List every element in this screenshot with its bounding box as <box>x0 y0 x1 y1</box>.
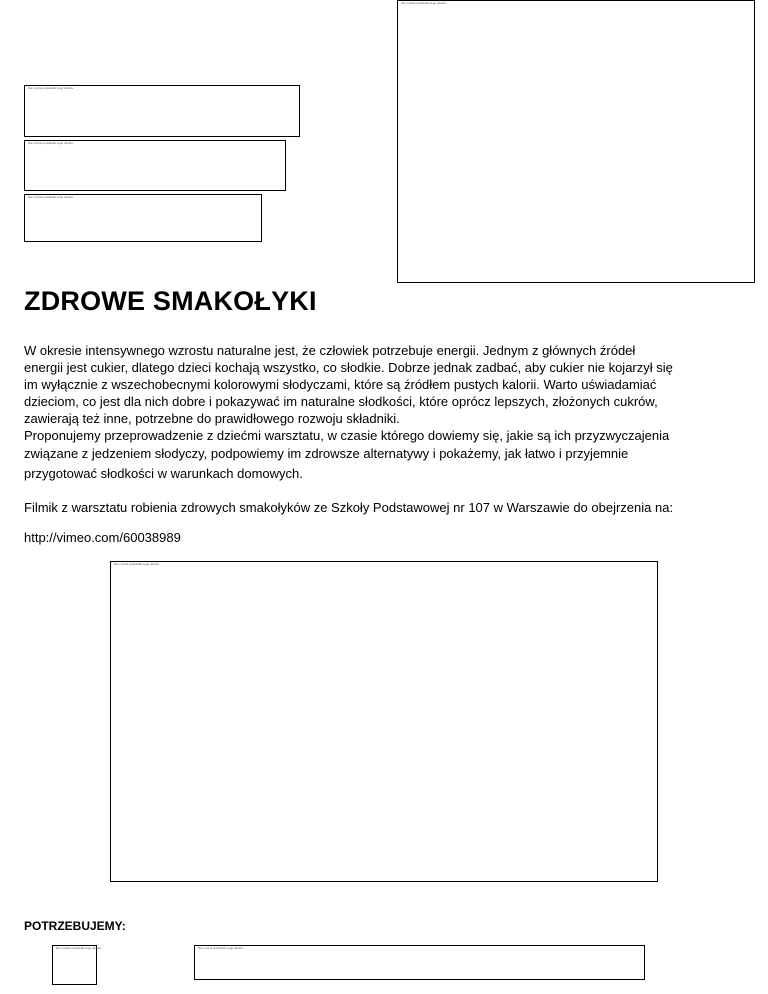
intro-line: im wyłącznie z wszechobecnymi kolorowymi słodyczami, które są źródłem pustych kalorii. Warto uświadamiać <box>24 377 657 392</box>
image-placeholder-text: Nie można wyświetlić tego obrazu. <box>114 562 161 566</box>
image-small-3 <box>24 194 262 242</box>
needs-heading: POTRZEBUJEMY: <box>24 919 126 933</box>
intro-line: Proponujemy przeprowadzenie z dziećmi warsztatu, w czasie którego dowiemy się, jakie są ich przyzwyczajenia <box>24 428 670 443</box>
image-bottom-wide <box>194 945 645 980</box>
intro-line: przygotować słodkości w warunkach domowych. <box>24 466 303 481</box>
image-top-right <box>397 0 755 283</box>
page-title: ZDROWE SMAKOŁYKI <box>24 286 317 316</box>
image-placeholder-text: Nie można wyświetlić tego obrazu. <box>401 1 448 5</box>
image-small-2 <box>24 140 286 191</box>
intro-line: dzieciom, co jest dla nich dobre i pokazywać im naturalne słodkości, które oprócz lepszych, złożonych cukrów, <box>24 394 658 409</box>
image-placeholder-text: Nie można wyświetlić tego obrazu. <box>28 195 75 199</box>
intro-line: związane z jedzeniem słodyczy, podpowiemy im zdrowsze alternatywy i pokażemy, jak łatwo i przyjemnie <box>24 446 629 461</box>
image-placeholder-text: Nie można wyświetlić tego obrazu. <box>28 141 75 145</box>
image-small-1 <box>24 85 300 137</box>
image-bottom-small <box>52 945 103 985</box>
film-link[interactable]: http://vimeo.com/60038989 <box>24 530 181 545</box>
image-placeholder-text: Nie można wyświetlić tego obrazu. <box>198 946 245 950</box>
intro-line: zawierają też inne, potrzebne do prawidłowego rozwoju składniki. <box>24 411 400 426</box>
film-description: Filmik z warsztatu robienia zdrowych smakołyków ze Szkoły Podstawowej nr 107 w Warszawie do obejrzenia na: <box>24 500 674 515</box>
intro-line: energii jest cukier, dlatego dzieci kochają wszystko, co słodkie. Dobrze jednak zadbać, aby cukier nie kojarzył się <box>24 360 673 375</box>
intro-line: W okresie intensywnego wzrostu naturalne jest, że człowiek potrzebuje energii. Jednym z głównych źródeł <box>24 343 636 358</box>
image-placeholder-text: Nie można wyświetlić tego obrazu. <box>28 86 75 90</box>
intro-paragraph <box>24 342 740 484</box>
image-placeholder-text: Nie można wyświetlić tego obrazu. <box>56 946 103 950</box>
image-middle <box>110 561 658 882</box>
